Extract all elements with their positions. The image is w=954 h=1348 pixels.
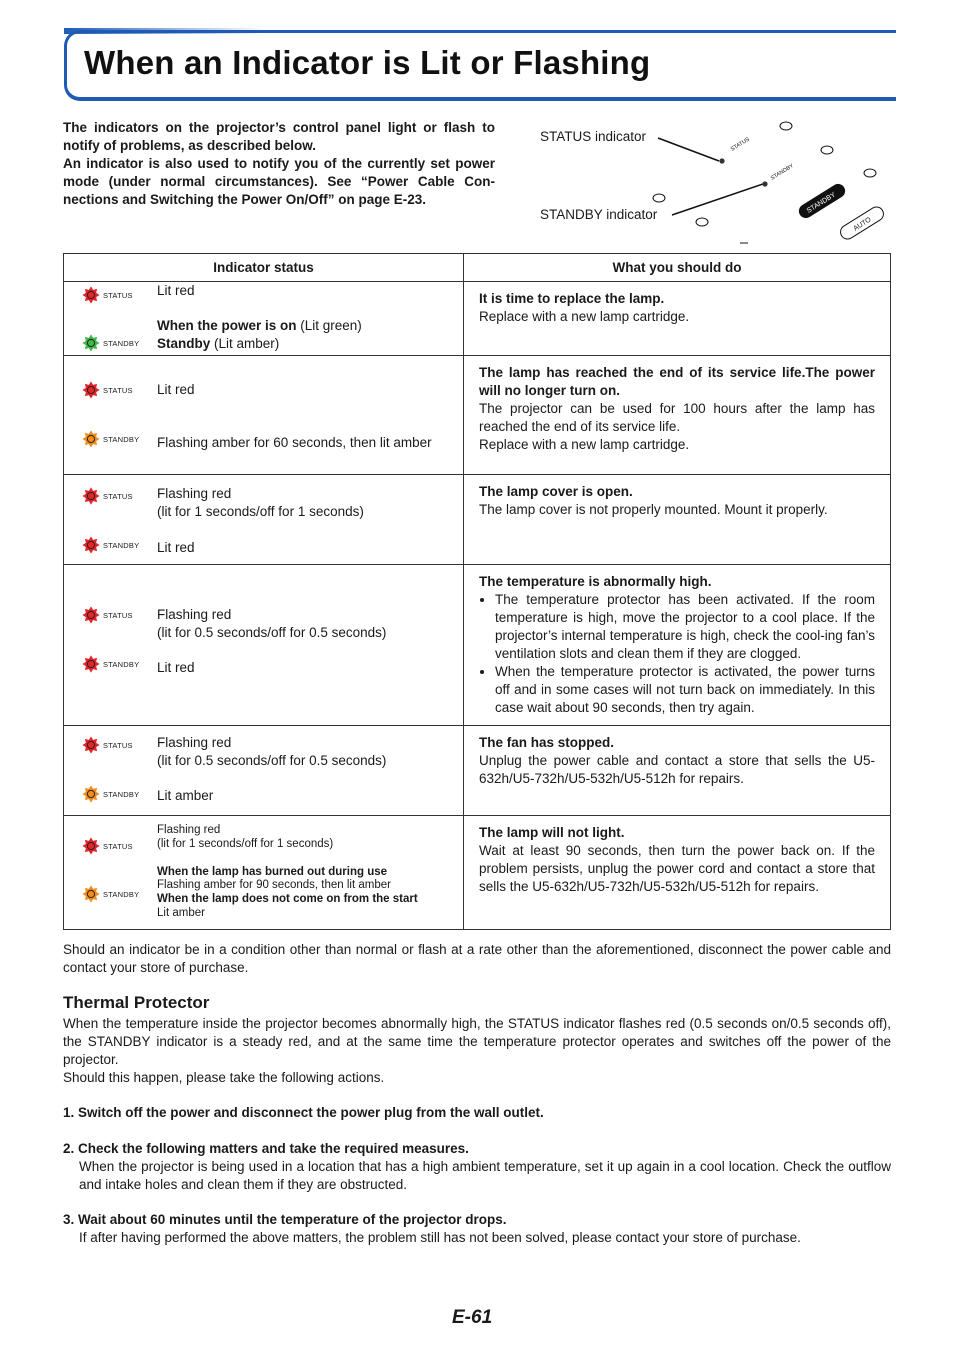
- action-text: Wait at least 90 seconds, then turn the power back on. If the problem persists, unplug the power cord and contact a store that sells the U5-632h/U5-732h/U5-532h/U5-512h for repairs.: [479, 843, 875, 894]
- control-panel-diagram: [536, 116, 896, 248]
- table-row: [64, 356, 891, 475]
- red-led-icon: [82, 655, 100, 673]
- intro-text: [63, 119, 495, 209]
- standby-led: [82, 655, 139, 673]
- led-label: STATUS: [103, 610, 133, 620]
- table-row: [64, 726, 891, 816]
- step-2: [63, 1140, 891, 1194]
- status-text: Flashing red: [157, 486, 232, 501]
- status-subtext: (lit for 0.5 seconds/off for 0.5 seconds): [157, 625, 387, 640]
- page-number: E-61: [452, 1307, 493, 1328]
- indicator-cell: [64, 726, 464, 816]
- red-led-icon: [82, 286, 100, 304]
- led-label: STATUS: [103, 385, 133, 395]
- step-1: [63, 1104, 891, 1122]
- step-title: 3. Wait about 60 minutes until the temperature of the projector drops.: [63, 1212, 507, 1227]
- standby-led: [82, 885, 139, 903]
- indicator-cell: [64, 475, 464, 565]
- led-label: STANDBY: [103, 659, 140, 669]
- action-cell: [464, 356, 891, 475]
- status-led: [82, 736, 133, 754]
- status-led: [82, 381, 133, 399]
- standby-button-text: STANDBY: [805, 191, 837, 215]
- standby-state: (Lit amber): [210, 336, 280, 351]
- action-title: The lamp cover is open.: [479, 484, 633, 499]
- intro-line-2: An indicator is also used to notify you of the currently set power mode (under normal circumstances). See “Power Cable Con-nections and Switching the Power On/Off” on page E-23.: [63, 156, 495, 207]
- red-led-icon: [82, 606, 100, 624]
- panel-button-circle: [780, 122, 792, 130]
- red-led-icon: [82, 381, 100, 399]
- standby-state: (Lit green): [296, 318, 362, 333]
- red-led-icon: [82, 536, 100, 554]
- status-subtext: (lit for 1 seconds/off for 1 seconds): [157, 504, 364, 519]
- action-title: The fan has stopped.: [479, 735, 615, 750]
- standby-leader-line: [672, 184, 763, 215]
- status-text: Flashing red: [157, 824, 221, 836]
- status-led-dot: [719, 158, 724, 163]
- standby-condition: When the power is on: [157, 318, 297, 333]
- case-text: Flashing amber for 90 seconds, then lit amber: [157, 879, 391, 891]
- case-title: When the lamp does not come on from the start: [157, 893, 418, 905]
- table-row: [64, 475, 891, 565]
- action-cell: [464, 726, 891, 816]
- action-title: The lamp will not light.: [479, 825, 625, 840]
- step-text: When the projector is being used in a location that has a high ambient temperature, set it up again in a cool location. Check the outflow and intake holes and clean them if they are obstructed.: [79, 1159, 891, 1192]
- table-row: [64, 816, 891, 930]
- standby-condition: Standby: [157, 336, 211, 351]
- indicator-cell: [64, 356, 464, 475]
- action-title: It is time to replace the lamp.: [479, 291, 665, 306]
- status-led: [82, 286, 133, 304]
- action-title: The temperature is abnormally high.: [479, 574, 712, 589]
- page-title: When an Indicator is Lit or Flashing: [84, 44, 651, 81]
- standby-text: [157, 317, 362, 335]
- col-what-to-do: What you should do: [464, 254, 891, 282]
- thermal-heading: Thermal Protector: [63, 993, 210, 1012]
- standby-led: [82, 430, 139, 448]
- amber-led-icon: [82, 885, 100, 903]
- indicator-table: [63, 253, 891, 930]
- standby-text: Lit amber: [157, 788, 214, 803]
- action-text: Replace with a new lamp cartridge.: [479, 437, 690, 452]
- action-text: Replace with a new lamp cartridge.: [479, 309, 690, 324]
- step-title: 1. Switch off the power and disconnect the power plug from the wall outlet.: [63, 1105, 544, 1120]
- standby-led: [82, 536, 139, 554]
- step-title: 2. Check the following matters and take the required measures.: [63, 1141, 469, 1156]
- red-led-icon: [82, 736, 100, 754]
- case-title: When the lamp has burned out during use: [157, 866, 388, 878]
- case-text: Lit amber: [157, 907, 205, 919]
- status-indicator-label: STATUS indicator: [540, 129, 647, 144]
- step-text: If after having performed the above matters, the problem still has not been solved, please contact your store of purchase.: [79, 1230, 801, 1245]
- action-title: The lamp has reached the end of its service life.The power will no longer turn on.: [479, 365, 875, 398]
- led-label: STATUS: [103, 491, 133, 501]
- auto-button-shape: [838, 204, 886, 241]
- standby-text: Flashing amber for 60 seconds, then lit amber: [157, 435, 432, 450]
- green-led-icon: [82, 334, 100, 352]
- red-led-icon: [82, 487, 100, 505]
- status-text: Flashing red: [157, 607, 232, 622]
- standby-text: Lit red: [157, 540, 195, 555]
- standby-led-dot: [762, 181, 767, 186]
- indicator-cell: [64, 565, 464, 726]
- status-text: Lit red: [157, 283, 195, 298]
- status-led: [82, 487, 133, 505]
- control-panel-illustration: [536, 116, 896, 248]
- status-led: [82, 837, 133, 855]
- red-led-icon: [82, 837, 100, 855]
- indicator-cell: [64, 282, 464, 356]
- action-bullet: • The temperature protector has been activated. If the room temperature is high, move the projector to a cool place. If the projector’s internal temperature is high, check the cool-ing fan’s ventilation slots and clean them if they are clogged.: [495, 591, 875, 663]
- thermal-paragraph: When the temperature inside the projector becomes abnormally high, the STATUS indicator flashes red (0.5 seconds on/0.5 seconds off), the STANDBY indicator is a steady red, and at the same time the temperature protector operates and switches off the power of the projector.: [63, 1016, 891, 1067]
- action-cell: [464, 475, 891, 565]
- led-label: STATUS: [103, 841, 133, 851]
- panel-button-circle: [696, 218, 708, 226]
- action-cell: [464, 816, 891, 930]
- panel-button-circle: [864, 169, 876, 177]
- status-subtext: (lit for 1 seconds/off for 1 seconds): [157, 838, 334, 850]
- standby-text: Lit red: [157, 660, 195, 675]
- after-table-note: Should an indicator be in a condition other than normal or flash at a rate other than the aforementioned, disconnect the power cable and contact your store of purchase.: [63, 942, 891, 975]
- standby-indicator-label: STANDBY indicator: [540, 207, 658, 222]
- led-label: STANDBY: [103, 789, 140, 799]
- status-leader-line: [658, 138, 719, 161]
- standby-led: [82, 785, 139, 803]
- panel-button-circle: [653, 194, 665, 202]
- step-3: [63, 1211, 891, 1247]
- standby-button-shape: [796, 181, 848, 220]
- table-row: [64, 282, 891, 356]
- indicator-cell: [64, 816, 464, 930]
- action-text: The lamp cover is not properly mounted. Mount it properly.: [479, 502, 828, 517]
- led-label: STANDBY: [103, 434, 140, 444]
- led-label: STANDBY: [103, 338, 140, 348]
- panel-standby-text: STANDBY: [769, 163, 795, 182]
- status-text: Lit red: [157, 382, 195, 397]
- table-row: [64, 565, 891, 726]
- intro-line-1: The indicators on the projector’s control panel light or flash to notify of problems, as described below.: [63, 120, 495, 153]
- action-bullet: • When the temperature protector is activated, the power turns off and in some cases will not turn back on immediately. In this case wait about 90 seconds, then try again.: [495, 663, 875, 717]
- amber-led-icon: [82, 430, 100, 448]
- standby-text: [157, 335, 279, 353]
- col-indicator-status: Indicator status: [64, 254, 464, 282]
- led-label: STATUS: [103, 290, 133, 300]
- led-label: STANDBY: [103, 540, 140, 550]
- action-cell: [464, 565, 891, 726]
- table-header-row: [64, 254, 891, 282]
- thermal-paragraph: Should this happen, please take the following actions.: [63, 1070, 385, 1085]
- amber-led-icon: [82, 785, 100, 803]
- action-text: Unplug the power cable and contact a store that sells the U5-632h/U5-732h/U5-532h/U5-512h for repairs.: [479, 753, 875, 786]
- led-label: STANDBY: [103, 889, 140, 899]
- action-bullets: [479, 591, 875, 717]
- status-text: Flashing red: [157, 735, 232, 750]
- led-label: STATUS: [103, 740, 133, 750]
- action-cell: [464, 282, 891, 356]
- panel-status-text: STATUS: [729, 136, 751, 153]
- status-subtext: (lit for 0.5 seconds/off for 0.5 seconds): [157, 753, 387, 768]
- panel-button-circle: [821, 146, 833, 154]
- action-text: The projector can be used for 100 hours after the lamp has reached the end of its service life.: [479, 401, 875, 434]
- status-led: [82, 606, 133, 624]
- auto-button-text: AUTO: [852, 216, 873, 233]
- standby-led: [82, 334, 139, 352]
